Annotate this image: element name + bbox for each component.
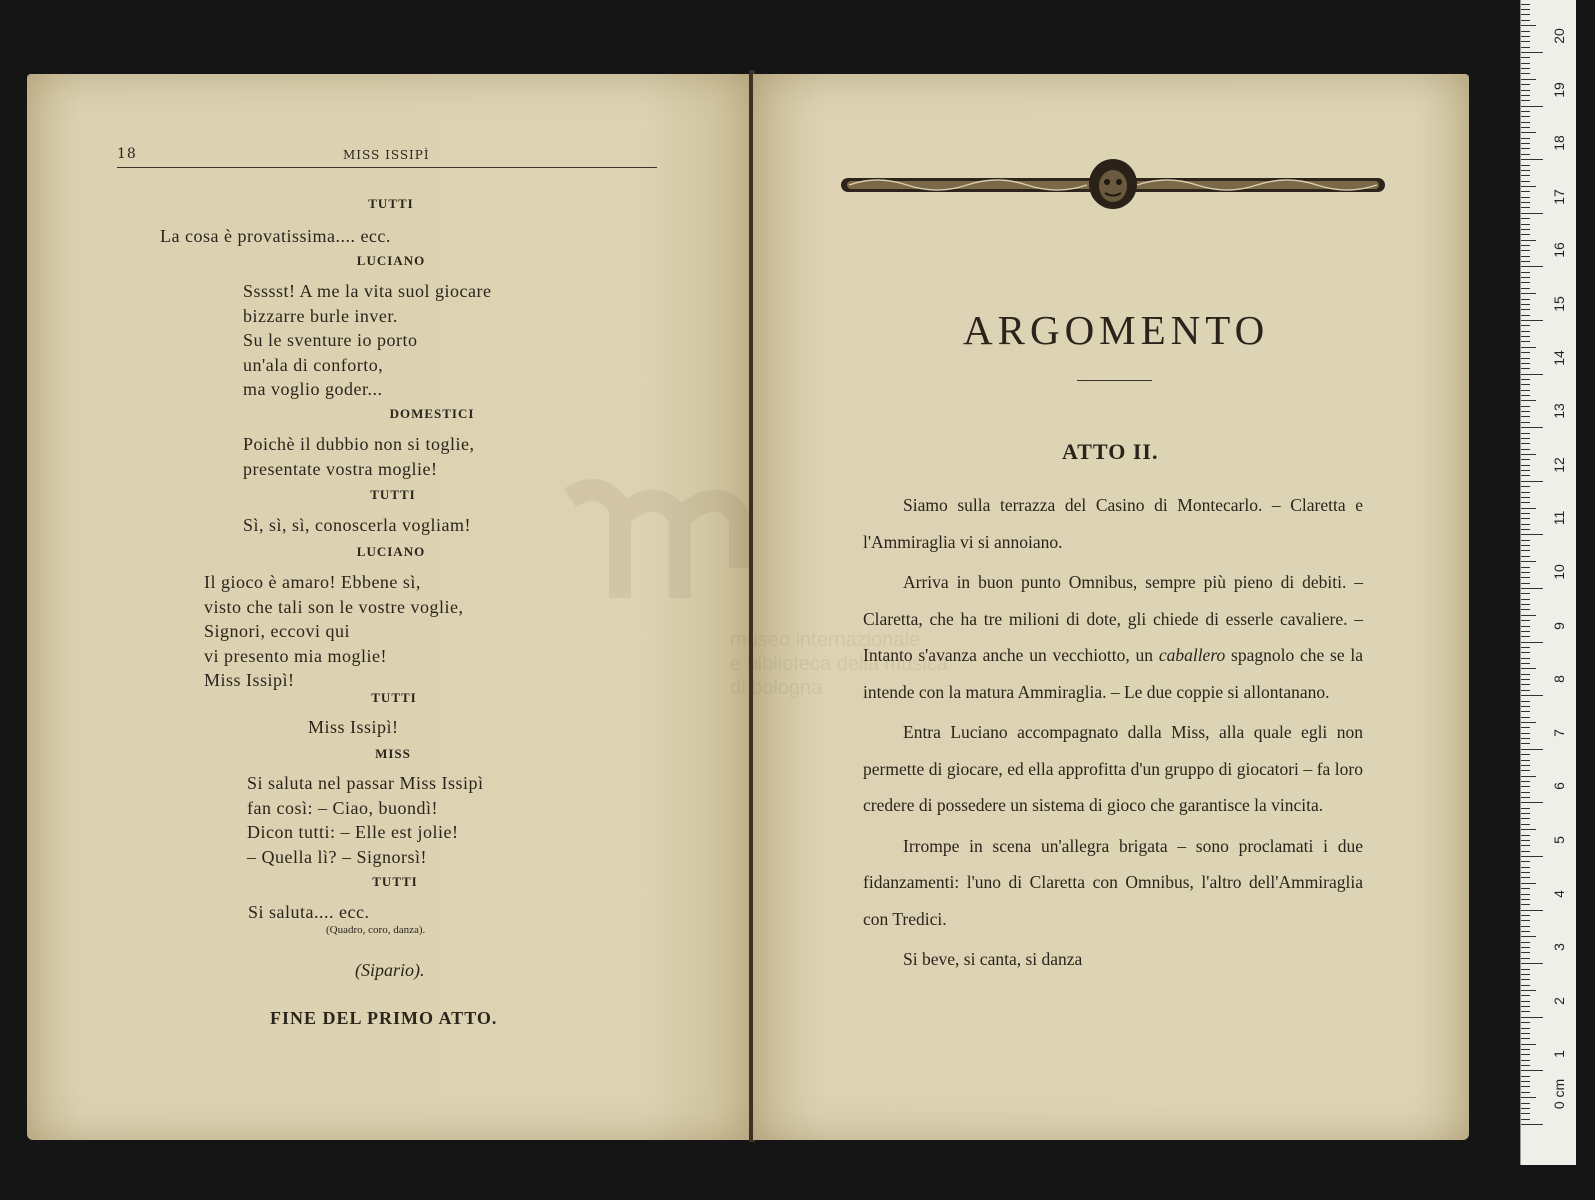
ruler-tick <box>1521 331 1530 332</box>
ruler-tick <box>1521 31 1530 32</box>
ruler-tick <box>1521 475 1530 476</box>
ruler-tick <box>1521 47 1530 48</box>
ruler-tick <box>1521 620 1530 621</box>
ruler-tick <box>1521 652 1530 653</box>
ruler-tick <box>1521 958 1530 959</box>
ruler-tick <box>1521 165 1530 166</box>
ruler-tick <box>1521 341 1530 342</box>
ruler-tick <box>1521 963 1543 964</box>
ruler-tick <box>1521 433 1530 434</box>
ruler-tick <box>1521 492 1530 493</box>
ruler-tick <box>1521 550 1530 551</box>
ruler-tick <box>1521 374 1543 375</box>
ruler-tick <box>1521 513 1530 514</box>
verse-line: – Quella lì? – Signorsì! <box>247 846 427 867</box>
ruler-tick <box>1521 299 1530 300</box>
ruler-tick <box>1521 813 1530 814</box>
end-of-act: FINE DEL PRIMO ATTO. <box>270 1008 498 1028</box>
speaker-name: LUCIANO <box>356 253 426 268</box>
ruler-label: 14 <box>1551 349 1567 366</box>
ruler-tick <box>1521 545 1530 546</box>
ruler-tick <box>1521 534 1543 535</box>
ruler-tick <box>1521 261 1530 262</box>
ruler-tick <box>1521 304 1530 305</box>
ruler-tick <box>1521 529 1530 530</box>
ruler-tick <box>1521 363 1530 364</box>
ruler-tick <box>1521 604 1530 605</box>
ruler-tick <box>1521 224 1530 225</box>
ruler-tick <box>1521 250 1530 251</box>
ruler-tick <box>1521 808 1530 809</box>
ruler-tick <box>1521 57 1530 58</box>
ruler-tick <box>1521 181 1530 182</box>
ruler-tick <box>1521 920 1530 921</box>
ruler-tick <box>1521 743 1530 744</box>
ruler-tick <box>1521 1022 1530 1023</box>
ruler-tick <box>1521 90 1530 91</box>
ruler-tick <box>1521 143 1530 144</box>
ruler-tick <box>1521 202 1530 203</box>
ruler-tick <box>1521 1065 1530 1066</box>
page-number: 18 <box>117 146 137 162</box>
verse-line: Sì, sì, sì, conoscerla vogliam! <box>243 515 471 535</box>
ruler-tick <box>1521 1038 1530 1039</box>
ruler-tick <box>1521 931 1530 932</box>
ruler-tick <box>1521 84 1530 85</box>
ruler-label: 19 <box>1551 81 1567 98</box>
ruler-tick <box>1521 111 1530 112</box>
argument-text <box>863 487 1363 982</box>
ruler-tick <box>1521 234 1530 235</box>
ruler-tick <box>1521 79 1536 80</box>
ruler-tick <box>1521 995 1530 996</box>
ruler-tick <box>1521 781 1530 782</box>
ruler-tick <box>1521 1054 1530 1055</box>
ruler-tick <box>1521 583 1530 584</box>
ruler-tick <box>1521 883 1536 884</box>
ruler-tick <box>1521 1033 1530 1034</box>
ruler-tick <box>1521 1124 1543 1125</box>
ornamental-headpiece-icon <box>837 158 1389 210</box>
ruler-label: 6 <box>1551 782 1567 791</box>
ruler-tick <box>1521 915 1530 916</box>
ruler-tick <box>1521 974 1530 975</box>
watermark-line: di bologna <box>730 677 823 699</box>
speaker-name: DOMESTICI <box>389 406 475 421</box>
ruler-tick <box>1521 969 1530 970</box>
ruler-tick <box>1521 1070 1543 1071</box>
page-title: ARGOMENTO <box>963 307 1270 353</box>
ruler-tick <box>1521 1119 1530 1120</box>
ruler-tick <box>1521 679 1530 680</box>
ruler-tick <box>1521 690 1530 691</box>
verse-line: Si saluta.... ecc. <box>248 902 370 922</box>
ruler-tick <box>1521 449 1530 450</box>
ruler-tick <box>1521 207 1530 208</box>
ruler-tick <box>1521 508 1536 509</box>
verse-line: visto che tali son le vostre voglie, <box>204 596 464 617</box>
ruler-tick <box>1521 802 1543 803</box>
ruler-tick <box>1521 952 1530 953</box>
ruler-tick <box>1521 288 1530 289</box>
ruler-tick <box>1521 186 1536 187</box>
ruler-tick <box>1521 567 1530 568</box>
ruler-tick <box>1521 256 1530 257</box>
ruler-tick <box>1521 733 1530 734</box>
ruler-tick <box>1521 749 1543 750</box>
ruler-tick <box>1521 947 1530 948</box>
verse-line: La cosa è provatissima.... ecc. <box>160 226 391 246</box>
ruler-tick <box>1521 540 1530 541</box>
ruler-tick <box>1521 835 1530 836</box>
speaker-name: MISS <box>375 746 411 761</box>
ruler-tick <box>1521 658 1530 659</box>
ruler-tick <box>1521 770 1530 771</box>
ruler-tick <box>1521 1028 1530 1029</box>
ruler-tick <box>1521 663 1530 664</box>
ruler-tick <box>1521 845 1530 846</box>
speaker-name: TUTTI <box>370 487 416 502</box>
ruler-tick <box>1521 888 1530 889</box>
ruler-tick <box>1521 1103 1530 1104</box>
ruler-tick <box>1521 765 1530 766</box>
ruler-tick <box>1521 979 1530 980</box>
ruler-label: 5 <box>1551 836 1567 844</box>
italic-term: caballero <box>1158 645 1226 665</box>
ruler-tick <box>1521 14 1530 15</box>
ruler-tick <box>1521 138 1530 139</box>
ruler-tick <box>1521 443 1530 444</box>
ruler-tick <box>1521 411 1530 412</box>
ruler-tick <box>1521 851 1530 852</box>
ruler-tick <box>1521 52 1543 53</box>
ruler-tick <box>1521 727 1530 728</box>
measurement-ruler <box>1520 0 1576 1165</box>
ruler-tick <box>1521 609 1530 610</box>
ruler-label: 3 <box>1551 943 1567 952</box>
ruler-tick <box>1521 352 1530 353</box>
ruler-tick <box>1521 722 1536 723</box>
ruler-tick <box>1521 272 1530 273</box>
watermark-logo-icon <box>560 478 750 618</box>
ruler-tick <box>1521 792 1530 793</box>
verse-line: vi presento mia moglie! <box>204 645 387 666</box>
verse-line: un'ala di conforto, <box>243 354 384 375</box>
ruler-label: 18 <box>1551 135 1567 151</box>
ruler-tick <box>1521 106 1543 107</box>
verse-line: Poichè il dubbio non si toglie, <box>243 434 475 454</box>
ruler-tick <box>1521 1017 1543 1018</box>
ruler-tick <box>1521 561 1536 562</box>
ruler-tick <box>1521 395 1530 396</box>
watermark-line: e biblioteca della musica <box>730 653 948 675</box>
ruler-tick <box>1521 358 1530 359</box>
ruler-tick <box>1521 100 1530 101</box>
ruler-tick <box>1521 818 1530 819</box>
ruler-tick <box>1521 73 1530 74</box>
ruler-tick <box>1521 315 1530 316</box>
ruler-tick <box>1521 936 1536 937</box>
ruler-tick <box>1521 68 1530 69</box>
ruler-label: 9 <box>1551 621 1567 630</box>
ruler-tick <box>1521 245 1530 246</box>
ruler-tick <box>1521 588 1543 589</box>
ruler-tick <box>1521 218 1530 219</box>
verse-line: Il gioco è amaro! Ebbene sì, <box>204 572 421 592</box>
ruler-tick <box>1521 711 1530 712</box>
ruler-label: 2 <box>1551 996 1567 1005</box>
paragraph-text: Si beve, si canta, si danza <box>903 949 1083 969</box>
ruler-label: 4 <box>1551 889 1567 898</box>
ruler-tick <box>1521 347 1536 348</box>
ruler-tick <box>1521 599 1530 600</box>
ruler-tick <box>1521 668 1536 669</box>
ruler-tick <box>1521 910 1543 911</box>
ruler-tick <box>1521 438 1530 439</box>
ruler-tick <box>1521 416 1530 417</box>
verse-line: bizzarre burle inver. <box>243 305 398 326</box>
ruler-tick <box>1521 1086 1530 1087</box>
ruler-tick <box>1521 213 1543 214</box>
ruler-tick <box>1521 368 1530 369</box>
ruler-tick <box>1521 465 1530 466</box>
verse-line: ma voglio goder... <box>243 379 383 399</box>
ruler-label: 13 <box>1551 403 1567 419</box>
ruler-label: 11 <box>1551 511 1567 526</box>
header-rule <box>117 167 657 168</box>
ruler-tick <box>1521 277 1530 278</box>
ruler-tick <box>1521 282 1530 283</box>
ruler-tick <box>1521 406 1530 407</box>
ruler-tick <box>1521 647 1530 648</box>
stage-direction: (Quadro, coro, danza). <box>326 924 426 936</box>
verse-line: fan così: – Ciao, buondì! <box>247 797 438 818</box>
ruler-tick <box>1521 824 1530 825</box>
ruler-tick <box>1521 894 1530 895</box>
ruler-label: 0 cm <box>1551 1078 1567 1110</box>
ruler-tick <box>1521 497 1530 498</box>
ruler-label: 20 <box>1551 28 1567 44</box>
ruler-tick <box>1521 738 1530 739</box>
ruler-tick <box>1521 191 1530 192</box>
ruler-tick <box>1521 148 1530 149</box>
ruler-tick <box>1521 379 1530 380</box>
ruler-tick <box>1521 127 1530 128</box>
argument-paragraph <box>863 941 1363 978</box>
ruler-tick <box>1521 985 1530 986</box>
ruler-tick <box>1521 867 1530 868</box>
ruler-tick <box>1521 1092 1530 1093</box>
ruler-tick <box>1521 422 1530 423</box>
ruler-tick <box>1521 325 1530 326</box>
ruler-tick <box>1521 717 1530 718</box>
speaker-name: TUTTI <box>372 874 418 889</box>
ruler-tick <box>1521 786 1530 787</box>
ruler-tick <box>1521 899 1530 900</box>
ruler-tick <box>1521 636 1530 637</box>
ruler-tick <box>1521 776 1536 777</box>
ruler-tick <box>1521 760 1530 761</box>
ruler-tick <box>1521 942 1530 943</box>
ruler-tick <box>1521 926 1530 927</box>
argument-paragraph <box>863 487 1363 560</box>
ruler-label: 10 <box>1551 564 1567 580</box>
title-rule <box>1077 380 1152 381</box>
ruler-tick <box>1521 41 1530 42</box>
museum-watermark <box>560 478 948 699</box>
ruler-tick <box>1521 572 1530 573</box>
ruler-tick <box>1521 642 1543 643</box>
ruler-tick <box>1521 797 1530 798</box>
ruler-label: 12 <box>1551 457 1567 473</box>
argument-paragraph <box>863 714 1363 824</box>
ruler-tick <box>1521 577 1530 578</box>
ruler-tick <box>1521 626 1530 627</box>
paragraph-text: Siamo sulla terrazza del Casino di Montecarlo. – Claretta e l'Ammiraglia vi si annoiano. <box>863 495 1363 552</box>
ruler-tick <box>1521 1076 1530 1077</box>
ruler-label: 17 <box>1551 189 1567 205</box>
ruler-tick <box>1521 840 1530 841</box>
ruler-tick <box>1521 170 1530 171</box>
ruler-tick <box>1521 524 1530 525</box>
ruler-tick <box>1521 1081 1530 1082</box>
ruler-tick <box>1521 336 1530 337</box>
ruler-label: 8 <box>1551 675 1567 684</box>
verse-line: Signori, eccovi qui <box>204 621 350 641</box>
ruler-tick <box>1521 384 1530 385</box>
ruler-tick <box>1521 175 1530 176</box>
speaker-name: TUTTI <box>368 196 414 211</box>
ruler-tick <box>1521 63 1530 64</box>
ruler-tick <box>1521 556 1530 557</box>
verse-line: Miss Issipì! <box>204 670 295 690</box>
ruler-tick <box>1521 631 1530 632</box>
ruler-tick <box>1521 1049 1530 1050</box>
ruler-tick <box>1521 132 1536 133</box>
ruler-tick <box>1521 309 1530 310</box>
ruler-tick <box>1521 454 1536 455</box>
ruler-tick <box>1521 1113 1530 1114</box>
ruler-tick <box>1521 861 1530 862</box>
ruler-tick <box>1521 877 1530 878</box>
paragraph-text: Entra Luciano accompagnato dalla Miss, alla quale egli non permette di giocare, ed ella approfitta d'un gruppo di giocatori – fa loro credere di possedere un sistema di gioco che garantisce la vincita. <box>863 722 1363 815</box>
ruler-tick <box>1521 502 1530 503</box>
ruler-tick <box>1521 4 1530 5</box>
ruler-tick <box>1521 95 1530 96</box>
argument-paragraph <box>863 828 1363 938</box>
ruler-tick <box>1521 427 1543 428</box>
ruler-label: 1 <box>1551 1050 1567 1059</box>
ruler-tick <box>1521 470 1530 471</box>
ruler-tick <box>1521 872 1530 873</box>
ruler-tick <box>1521 1060 1530 1061</box>
ruler-tick <box>1521 320 1543 321</box>
ruler-tick <box>1521 36 1530 37</box>
ruler-tick <box>1521 266 1543 267</box>
curtain-direction: (Sipario). <box>355 960 425 980</box>
ruler-tick <box>1521 229 1530 230</box>
ruler-tick <box>1521 593 1530 594</box>
verse-line: Dicon tutti: – Elle est jolie! <box>247 822 459 842</box>
running-head: MISS ISSIPÌ <box>343 148 430 162</box>
paragraph-text: Arriva in buon punto Omnibus, sempre più pieno di debiti. – Claretta, che ha tre milioni di dote, gli chiede di esserle cavaliere. – Intanto s'avanza anche un vecchiotto, un <box>863 572 1363 665</box>
ruler-tick <box>1521 293 1536 294</box>
ruler-tick <box>1521 615 1536 616</box>
ruler-tick <box>1521 122 1530 123</box>
ruler-tick <box>1521 159 1543 160</box>
ruler-tick <box>1521 154 1530 155</box>
ruler-tick <box>1521 20 1530 21</box>
ruler-tick <box>1521 197 1530 198</box>
ruler-tick <box>1521 829 1536 830</box>
verse-line: Ssssst! A me la vita suol giocare <box>243 281 492 301</box>
ruler-tick <box>1521 1006 1530 1007</box>
ruler-tick <box>1521 116 1530 117</box>
ruler-tick <box>1521 706 1530 707</box>
ruler-tick <box>1521 701 1530 702</box>
verse-line: Su le sventure io porto <box>243 330 418 350</box>
ruler-tick <box>1521 400 1536 401</box>
ruler-tick <box>1521 754 1530 755</box>
ruler-tick <box>1521 390 1530 391</box>
ruler-tick <box>1521 990 1536 991</box>
ruler-tick <box>1521 1097 1536 1098</box>
speaker-name: LUCIANO <box>356 544 426 559</box>
ruler-tick <box>1521 518 1530 519</box>
watermark-line: museo internazionale <box>730 629 921 651</box>
ruler-tick <box>1521 9 1530 10</box>
ruler-tick <box>1521 904 1530 905</box>
ruler-tick <box>1521 1001 1530 1002</box>
ruler-tick <box>1521 486 1530 487</box>
ruler-tick <box>1521 1108 1530 1109</box>
ruler-label: 15 <box>1551 296 1567 312</box>
verse-line: Miss Issipì! <box>308 717 399 737</box>
ruler-label: 16 <box>1551 242 1567 259</box>
ruler-label: 7 <box>1551 728 1567 737</box>
ruler-tick <box>1521 25 1536 26</box>
ruler-tick <box>1521 674 1530 675</box>
speaker-name: TUTTI <box>371 690 417 705</box>
ruler-tick <box>1521 684 1530 685</box>
ruler-tick <box>1521 695 1543 696</box>
ruler-tick <box>1521 1044 1536 1045</box>
paragraph-text: Irrompe in scena un'allegra brigata – sono proclamati i due fidanzamenti: l'uno di Claretta con Omnibus, l'altro dell'Ammiraglia con Tredici. <box>863 835 1363 929</box>
ruler-tick <box>1521 1011 1530 1012</box>
ruler-tick <box>1521 856 1543 857</box>
ruler-tick <box>1521 240 1536 241</box>
act-heading: ATTO II. <box>1062 439 1159 464</box>
paragraph-text: spagnolo che se la intende con la matura Ammiraglia. – Le due coppie si allontanano. <box>863 645 1364 702</box>
ruler-tick <box>1521 459 1530 460</box>
verse-line: Si saluta nel passar Miss Issipì <box>247 773 484 793</box>
ruler-tick <box>1521 481 1543 482</box>
verse-line: presentate vostra moglie! <box>243 458 438 479</box>
